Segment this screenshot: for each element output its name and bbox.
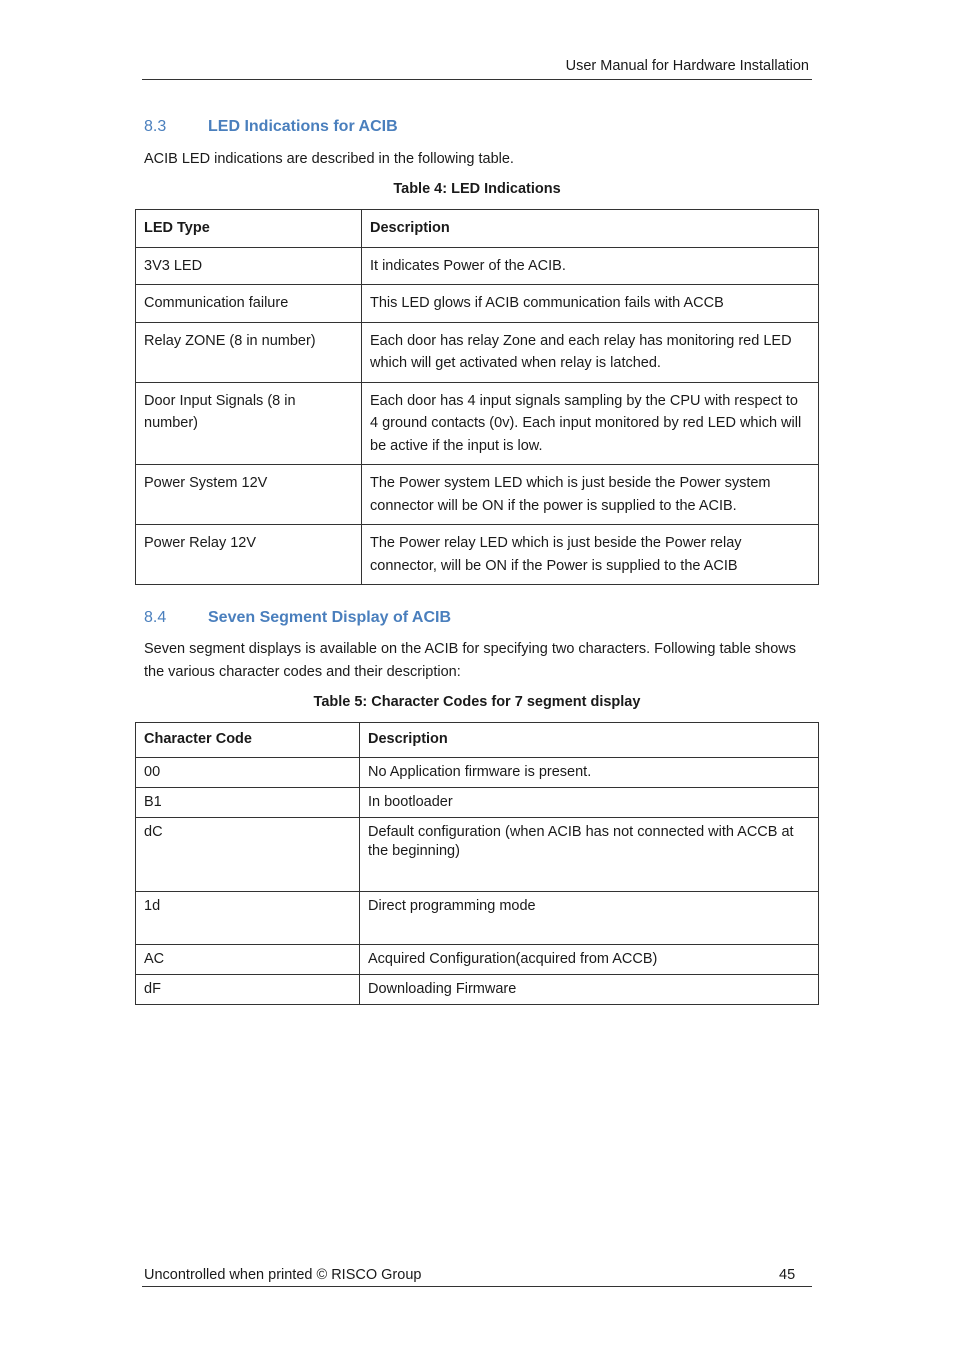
led-type-cell: Door Input Signals (8 in number) <box>136 382 362 465</box>
description-cell: In bootloader <box>360 788 819 818</box>
section-intro: Seven segment displays is available on the ACIB for specifying two characters. Following table shows the various character codes and their description: <box>144 641 797 680</box>
running-header: User Manual for Hardware Installation <box>565 58 809 74</box>
column-header: Description <box>360 723 819 758</box>
column-header: LED Type <box>136 210 362 248</box>
column-header: Character Code <box>136 723 360 758</box>
table-row <box>136 525 819 585</box>
table-row <box>136 382 819 465</box>
character-code-cell: dF <box>136 975 360 1005</box>
description-cell: Downloading Firmware <box>360 975 819 1005</box>
table-row <box>136 322 819 382</box>
description-cell: Each door has relay Zone and each relay has monitoring red LED which will get activated when relay is latched. <box>362 322 819 382</box>
table-row <box>136 285 819 323</box>
description-cell: Each door has 4 input signals sampling by the CPU with respect to 4 ground contacts (0v). Each input monitored by red LED which will be active if the input is low. <box>362 382 819 465</box>
character-code-cell: 00 <box>136 758 360 788</box>
description-cell: Acquired Configuration(acquired from ACCB) <box>360 945 819 975</box>
led-indications-table <box>135 209 819 585</box>
footer-copyright: Uncontrolled when printed © RISCO Group <box>144 1267 422 1283</box>
table-row <box>136 788 819 818</box>
description-cell: Default configuration (when ACIB has not connected with ACCB at the beginning) <box>360 818 819 892</box>
table-row <box>136 892 819 945</box>
character-code-cell: AC <box>136 945 360 975</box>
led-type-cell: Power System 12V <box>136 465 362 525</box>
page-number: 45 <box>779 1267 796 1283</box>
section-heading-8-4 <box>144 609 451 627</box>
section-title: Seven Segment Display of ACIB <box>208 609 452 626</box>
description-cell: It indicates Power of the ACIB. <box>362 247 819 285</box>
description-cell: The Power relay LED which is just beside the Power relay connector, will be ON if the Power is supplied to the ACIB <box>362 525 819 585</box>
header-rule <box>142 79 812 80</box>
section-number: 8.4 <box>144 609 167 626</box>
section-number: 8.3 <box>144 118 167 135</box>
table-row <box>136 975 819 1005</box>
description-cell: No Application firmware is present. <box>360 758 819 788</box>
description-cell: Direct programming mode <box>360 892 819 945</box>
table-row <box>136 758 819 788</box>
footer-rule <box>142 1286 812 1287</box>
table-header-row <box>136 210 819 248</box>
description-cell: This LED glows if ACIB communication fails with ACCB <box>362 285 819 323</box>
section-heading-8-3 <box>144 118 398 136</box>
table-header-row <box>136 723 819 758</box>
character-code-cell: dC <box>136 818 360 892</box>
table-row <box>136 818 819 892</box>
table-row <box>136 945 819 975</box>
character-code-cell: 1d <box>136 892 360 945</box>
column-header: Description <box>362 210 819 248</box>
led-type-cell: Power Relay 12V <box>136 525 362 585</box>
table-row <box>136 247 819 285</box>
character-code-cell: B1 <box>136 788 360 818</box>
table-caption: Table 4: LED Indications <box>393 181 561 197</box>
section-intro: ACIB LED indications are described in the following table. <box>144 151 514 167</box>
table-row <box>136 465 819 525</box>
led-type-cell: 3V3 LED <box>136 247 362 285</box>
character-codes-table <box>135 722 819 1005</box>
section-title: LED Indications for ACIB <box>208 118 398 135</box>
led-type-cell: Relay ZONE (8 in number) <box>136 322 362 382</box>
led-type-cell: Communication failure <box>136 285 362 323</box>
table-caption: Table 5: Character Codes for 7 segment display <box>313 694 641 710</box>
description-cell: The Power system LED which is just beside the Power system connector will be ON if the power is supplied to the ACIB. <box>362 465 819 525</box>
